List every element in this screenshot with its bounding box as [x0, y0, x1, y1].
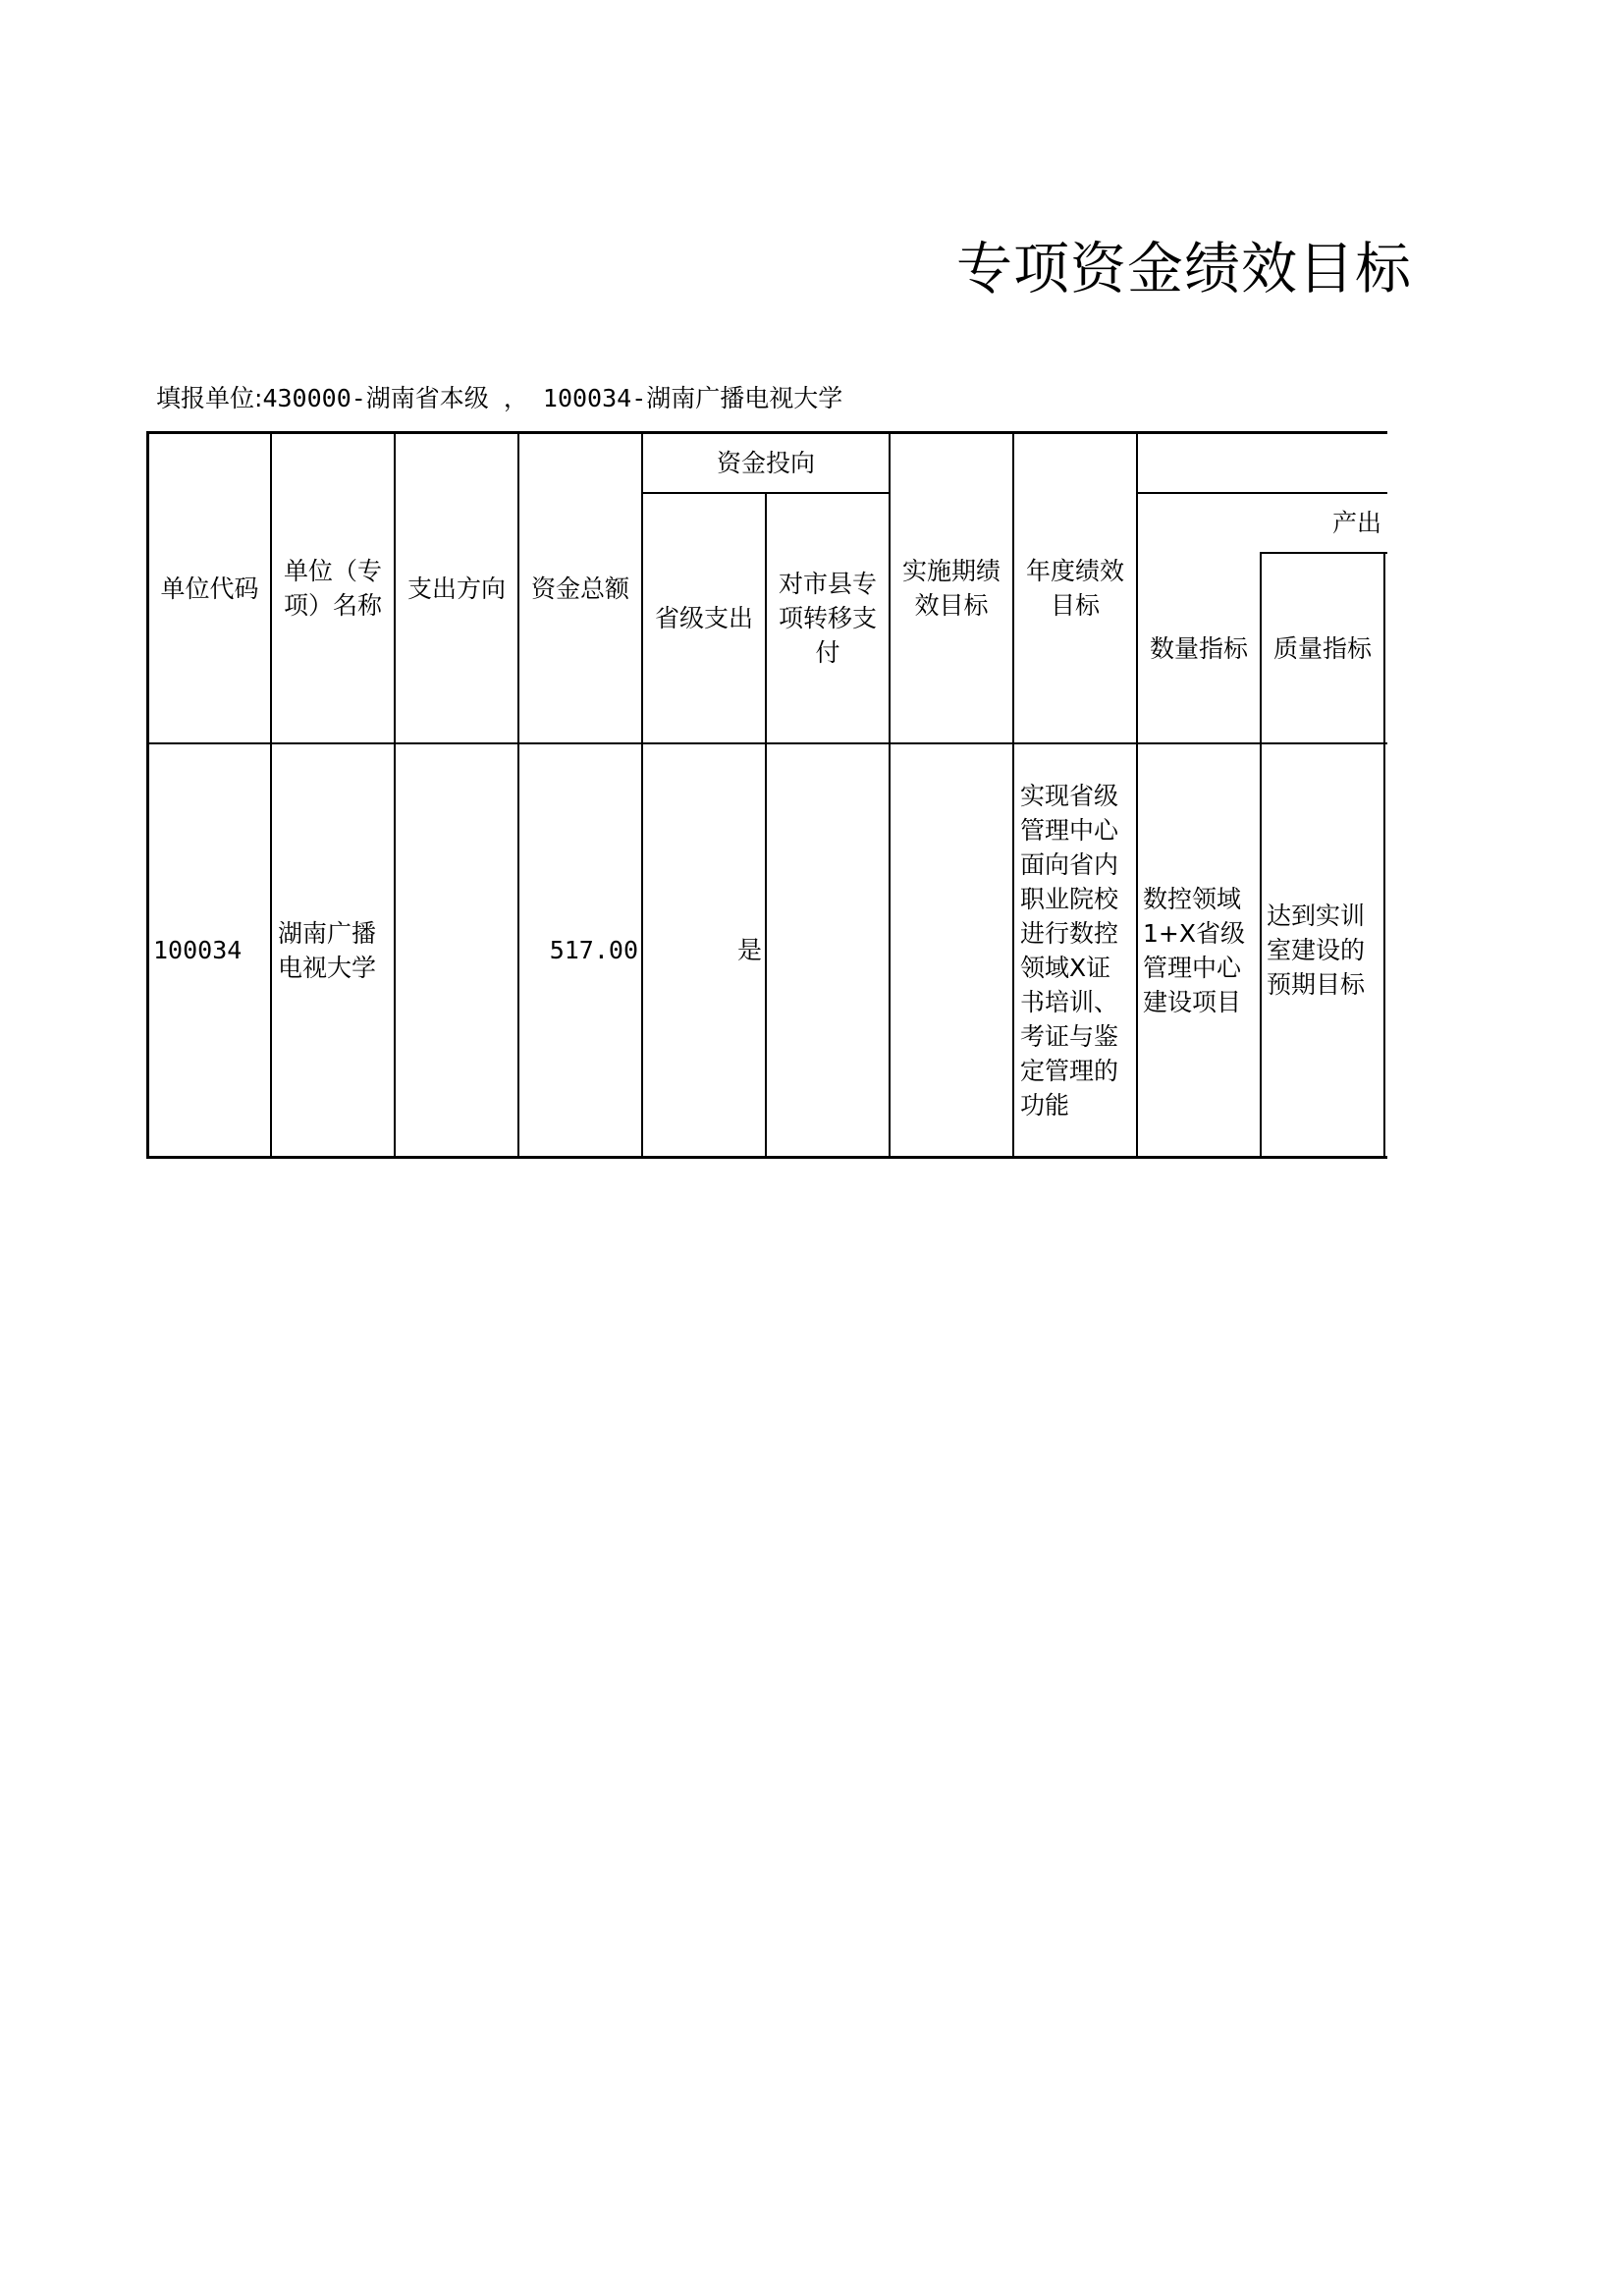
header-unit-code: 单位代码 [160, 574, 259, 603]
header-quality-indicator: 质量指标 [1272, 633, 1372, 663]
header-quantity-indicator: 数量指标 [1149, 633, 1248, 663]
header-total-funds: 资金总额 [530, 574, 629, 603]
header-unit-name: 单位（专项）名称 [283, 557, 382, 620]
row-quality-indicator: 达到实训室建设的预期目标 [1267, 902, 1366, 999]
page-title: 专项资金绩效目标 [956, 237, 1412, 301]
header-annual-goal: 年度绩效目标 [1025, 557, 1124, 620]
header-expense-direction: 支出方向 [406, 574, 506, 603]
filler-unit-value: 430000-湖南省本级 ， 100034-湖南广播电视大学 [262, 384, 843, 412]
filler-unit-line [156, 381, 842, 416]
row-implementation-goal [891, 744, 1012, 1156]
header-transfer-payment: 对市县专项转移支付 [778, 570, 877, 667]
filler-label: 填报单位: [156, 384, 263, 412]
row-provincial-expense: 是 [736, 936, 762, 964]
header-provincial-expense: 省级支出 [654, 604, 753, 632]
row-unit-code: 100034 [153, 936, 243, 964]
row-transfer-payment [767, 744, 889, 1156]
row-annual-goal: 实现省级管理中心面向省内职业院校进行数控领域X证书培训、考证与鉴定管理的功能 [1020, 781, 1119, 1120]
header-output: 产出 [1331, 509, 1381, 537]
performance-table [146, 431, 1387, 1168]
header-fund-direction: 资金投向 [716, 449, 815, 477]
row-expense-direction [396, 744, 517, 1156]
row-unit-name: 湖南广播电视大学 [278, 918, 377, 982]
row-quantity-indicator: 数控领域1+X省级管理中心建设项目 [1143, 884, 1245, 1016]
header-implementation-goal: 实施期绩效目标 [901, 557, 1001, 620]
row-total-funds: 517.00 [549, 936, 638, 964]
